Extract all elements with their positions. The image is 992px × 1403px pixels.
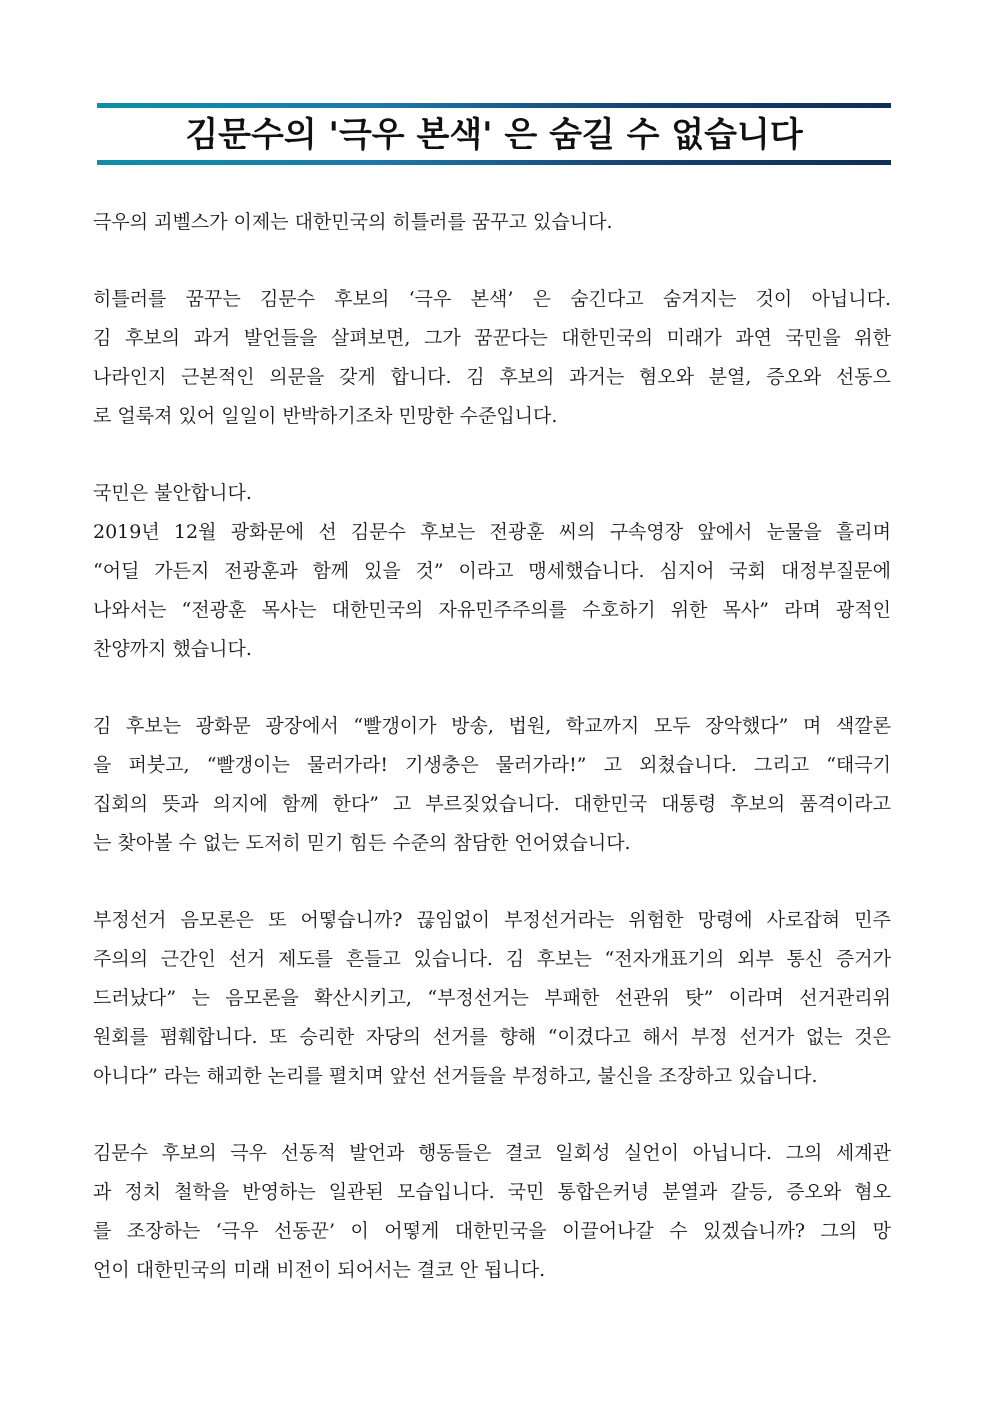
text-line: 히틀러를 꿈꾸는 김문수 후보의 ‘극우 본색’ 은 숨긴다고 숨겨지는 것이 아닙니다. bbox=[93, 288, 891, 310]
paragraph bbox=[93, 203, 891, 242]
text-line: 집회의 뜻과 의지에 함께 한다” 고 부르짖었습니다. 대한민국 대통령 후보의 품격이라고 bbox=[93, 793, 891, 815]
text-line: 부정선거 음모론은 또 어떻습니까? 끊임없이 부정선거라는 위험한 망령에 사로잡혀 민주 bbox=[93, 909, 891, 931]
document-title: 김문수의 '극우 본색' 은 숨길 수 없습니다 bbox=[185, 115, 803, 155]
paragraph bbox=[93, 280, 891, 436]
text-line: 을 퍼붓고, “빨갱이는 물러가라! 기생충은 물러가라!” 고 외쳤습니다. 그리고 “태극기 bbox=[93, 754, 891, 776]
text-line: 언이 대한민국의 미래 비전이 되어서는 결코 안 됩니다. bbox=[93, 1259, 546, 1281]
document-body bbox=[93, 203, 891, 1328]
text-line: 2019년 12월 광화문에 선 김문수 후보는 전광훈 씨의 구속영장 앞에서 눈물을 흘리며 bbox=[93, 521, 891, 543]
text-line: 국민은 불안합니다. bbox=[93, 482, 252, 504]
paragraph bbox=[93, 707, 891, 863]
text-line: 를 조장하는 ‘극우 선동꾼’ 이 어떻게 대한민국을 이끌어나갈 수 있겠습니까? 그의 망 bbox=[93, 1220, 891, 1242]
text-line: 드러났다” 는 음모론을 확산시키고, “부정선거는 부패한 선관위 탓” 이라며 선거관리위 bbox=[93, 987, 891, 1009]
title-top-rule bbox=[97, 103, 891, 108]
text-line: 로 얼룩져 있어 일일이 반박하기조차 민망한 수준입니다. bbox=[93, 405, 558, 427]
text-line: 나라인지 근본적인 의문을 갖게 합니다. 김 후보의 과거는 혐오와 분열, 증오와 선동으 bbox=[93, 366, 891, 388]
text-line: “어딜 가든지 전광훈과 함께 있을 것” 이라고 맹세했습니다. 심지어 국회 대정부질문에 bbox=[93, 560, 891, 582]
text-line: 원회를 폄훼합니다. 또 승리한 자당의 선거를 향해 “이겼다고 해서 부정 선거가 없는 것은 bbox=[93, 1026, 891, 1048]
text-line: 찬양까지 했습니다. bbox=[93, 638, 252, 660]
text-line: 김 후보의 과거 발언들을 살펴보면, 그가 꿈꾼다는 대한민국의 미래가 과연 국민을 위한 bbox=[93, 327, 891, 349]
text-line: 김 후보는 광화문 광장에서 “빨갱이가 방송, 법원, 학교까지 모두 장악했다” 며 색깔론 bbox=[93, 715, 891, 737]
paragraph bbox=[93, 1134, 891, 1290]
paragraph bbox=[93, 901, 891, 1096]
text-line: 는 찾아볼 수 없는 도저히 믿기 힘든 수준의 참담한 언어였습니다. bbox=[93, 832, 631, 854]
text-line: 김문수 후보의 극우 선동적 발언과 행동들은 결코 일회성 실언이 아닙니다. 그의 세계관 bbox=[93, 1142, 891, 1164]
text-line: 아니다” 라는 해괴한 논리를 펼치며 앞선 선거들을 부정하고, 불신을 조장하고 있습니다. bbox=[93, 1065, 818, 1087]
text-line: 주의의 근간인 선거 제도를 흔들고 있습니다. 김 후보는 “전자개표기의 외부 통신 증거가 bbox=[93, 948, 891, 970]
text-line: 극우의 괴벨스가 이제는 대한민국의 히틀러를 꿈꾸고 있습니다. bbox=[93, 211, 613, 233]
title-block bbox=[97, 103, 891, 167]
title-bottom-rule bbox=[97, 160, 891, 165]
paragraph bbox=[93, 474, 891, 669]
text-line: 과 정치 철학을 반영하는 일관된 모습입니다. 국민 통합은커녕 분열과 갈등, 증오와 혐오 bbox=[93, 1181, 891, 1203]
text-line: 나와서는 “전광훈 목사는 대한민국의 자유민주주의를 수호하기 위한 목사” 라며 광적인 bbox=[93, 599, 891, 621]
